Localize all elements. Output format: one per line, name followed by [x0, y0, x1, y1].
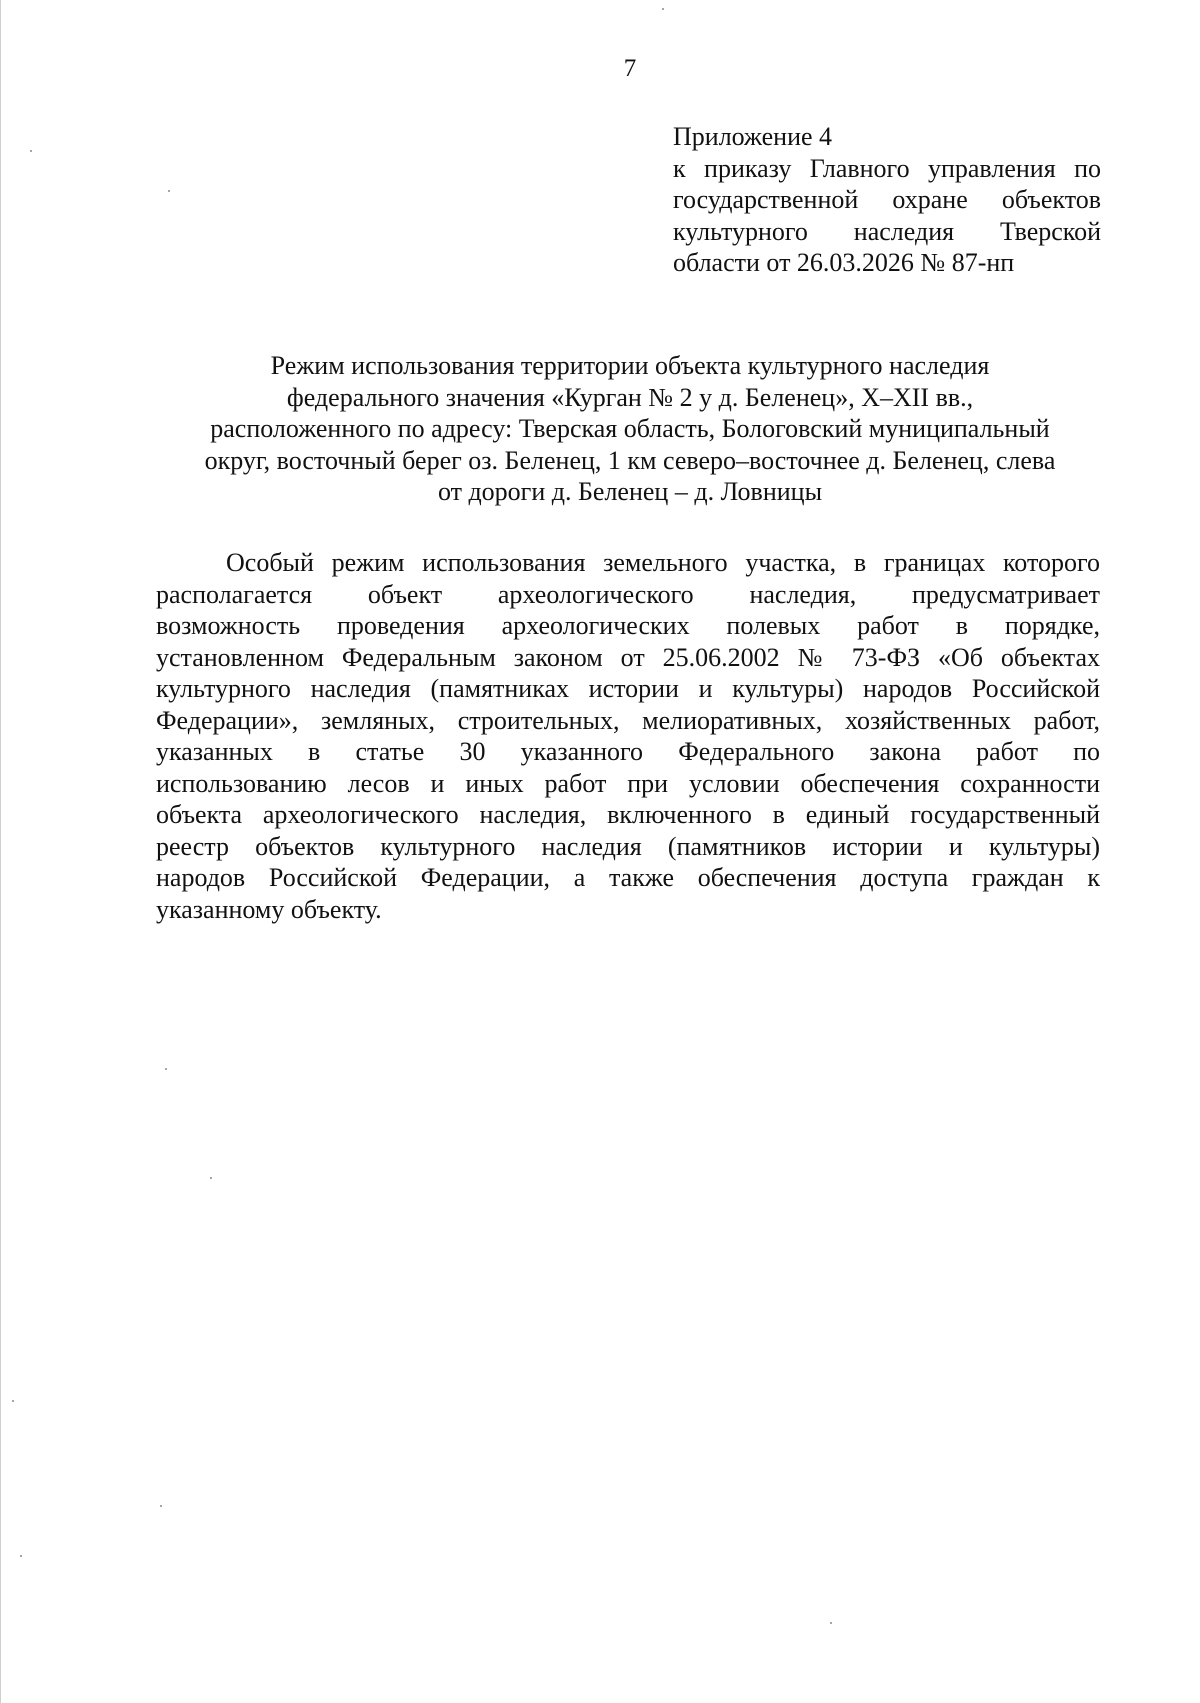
body-line: культурного наследия (памятниках истории и культуры) народов Российской	[156, 674, 1100, 703]
appendix-line: к приказу Главного управления по	[673, 153, 1101, 183]
body-line: указанному объекту.	[156, 894, 382, 924]
heading-line: округ, восточный берег оз. Беленец, 1 км северо–восточнее д. Беленец, слева	[204, 445, 1056, 475]
scan-edge	[0, 0, 1, 1703]
heading-line: расположенного по адресу: Тверская область, Бологовский муниципальный	[210, 414, 1050, 443]
heading-line: федерального значения «Курган № 2 у д. Беленец», X–XII вв.,	[286, 382, 974, 412]
appendix-line: государственной охране объектов	[673, 185, 1101, 214]
scan-speck	[830, 1622, 832, 1624]
body-line: располагается объект археологического наследия, предусматривает	[156, 579, 1100, 609]
body-paragraph	[156, 547, 1100, 925]
scan-speck	[165, 1068, 167, 1070]
heading-line: Режим использования территории объекта культурного наследия	[270, 351, 990, 380]
scan-speck	[12, 1400, 14, 1402]
heading-line: от дороги д. Беленец – д. Ловницы	[437, 477, 823, 506]
body-line: народов Российской Федерации, а также обеспечения доступа граждан к	[156, 863, 1100, 892]
appendix-block	[673, 121, 1101, 279]
scan-speck	[160, 1505, 162, 1507]
scan-speck	[662, 8, 664, 10]
page-number: 7	[623, 55, 637, 82]
body-line: указанных в статье 30 указанного Федерального закона работ по	[156, 737, 1100, 766]
scan-speck	[210, 1177, 212, 1179]
appendix-line: культурного наследия Тверской	[673, 216, 1101, 246]
body-line: объекта археологического наследия, включенного в единый государственный	[156, 800, 1100, 829]
body-line: установленном Федеральным законом от 25.06.2002 № 73-ФЗ «Об объектах	[156, 642, 1100, 672]
scan-speck	[20, 1555, 22, 1557]
scan-speck	[30, 150, 32, 152]
body-line: реестр объектов культурного наследия (памятников истории и культуры)	[156, 831, 1100, 861]
document-heading	[150, 350, 1110, 508]
appendix-line: области от 26.03.2026 № 87-нп	[673, 248, 1015, 277]
body-line: Особый режим использования земельного участка, в границах которого	[226, 548, 1100, 577]
body-line: использованию лесов и иных работ при условии обеспечения сохранности	[156, 768, 1100, 798]
scan-speck	[168, 190, 170, 192]
body-line: Федерации», земляных, строительных, мелиоративных, хозяйственных работ,	[156, 705, 1100, 735]
appendix-title: Приложение 4	[673, 122, 833, 151]
body-line: возможность проведения археологических полевых работ в порядке,	[156, 611, 1100, 640]
